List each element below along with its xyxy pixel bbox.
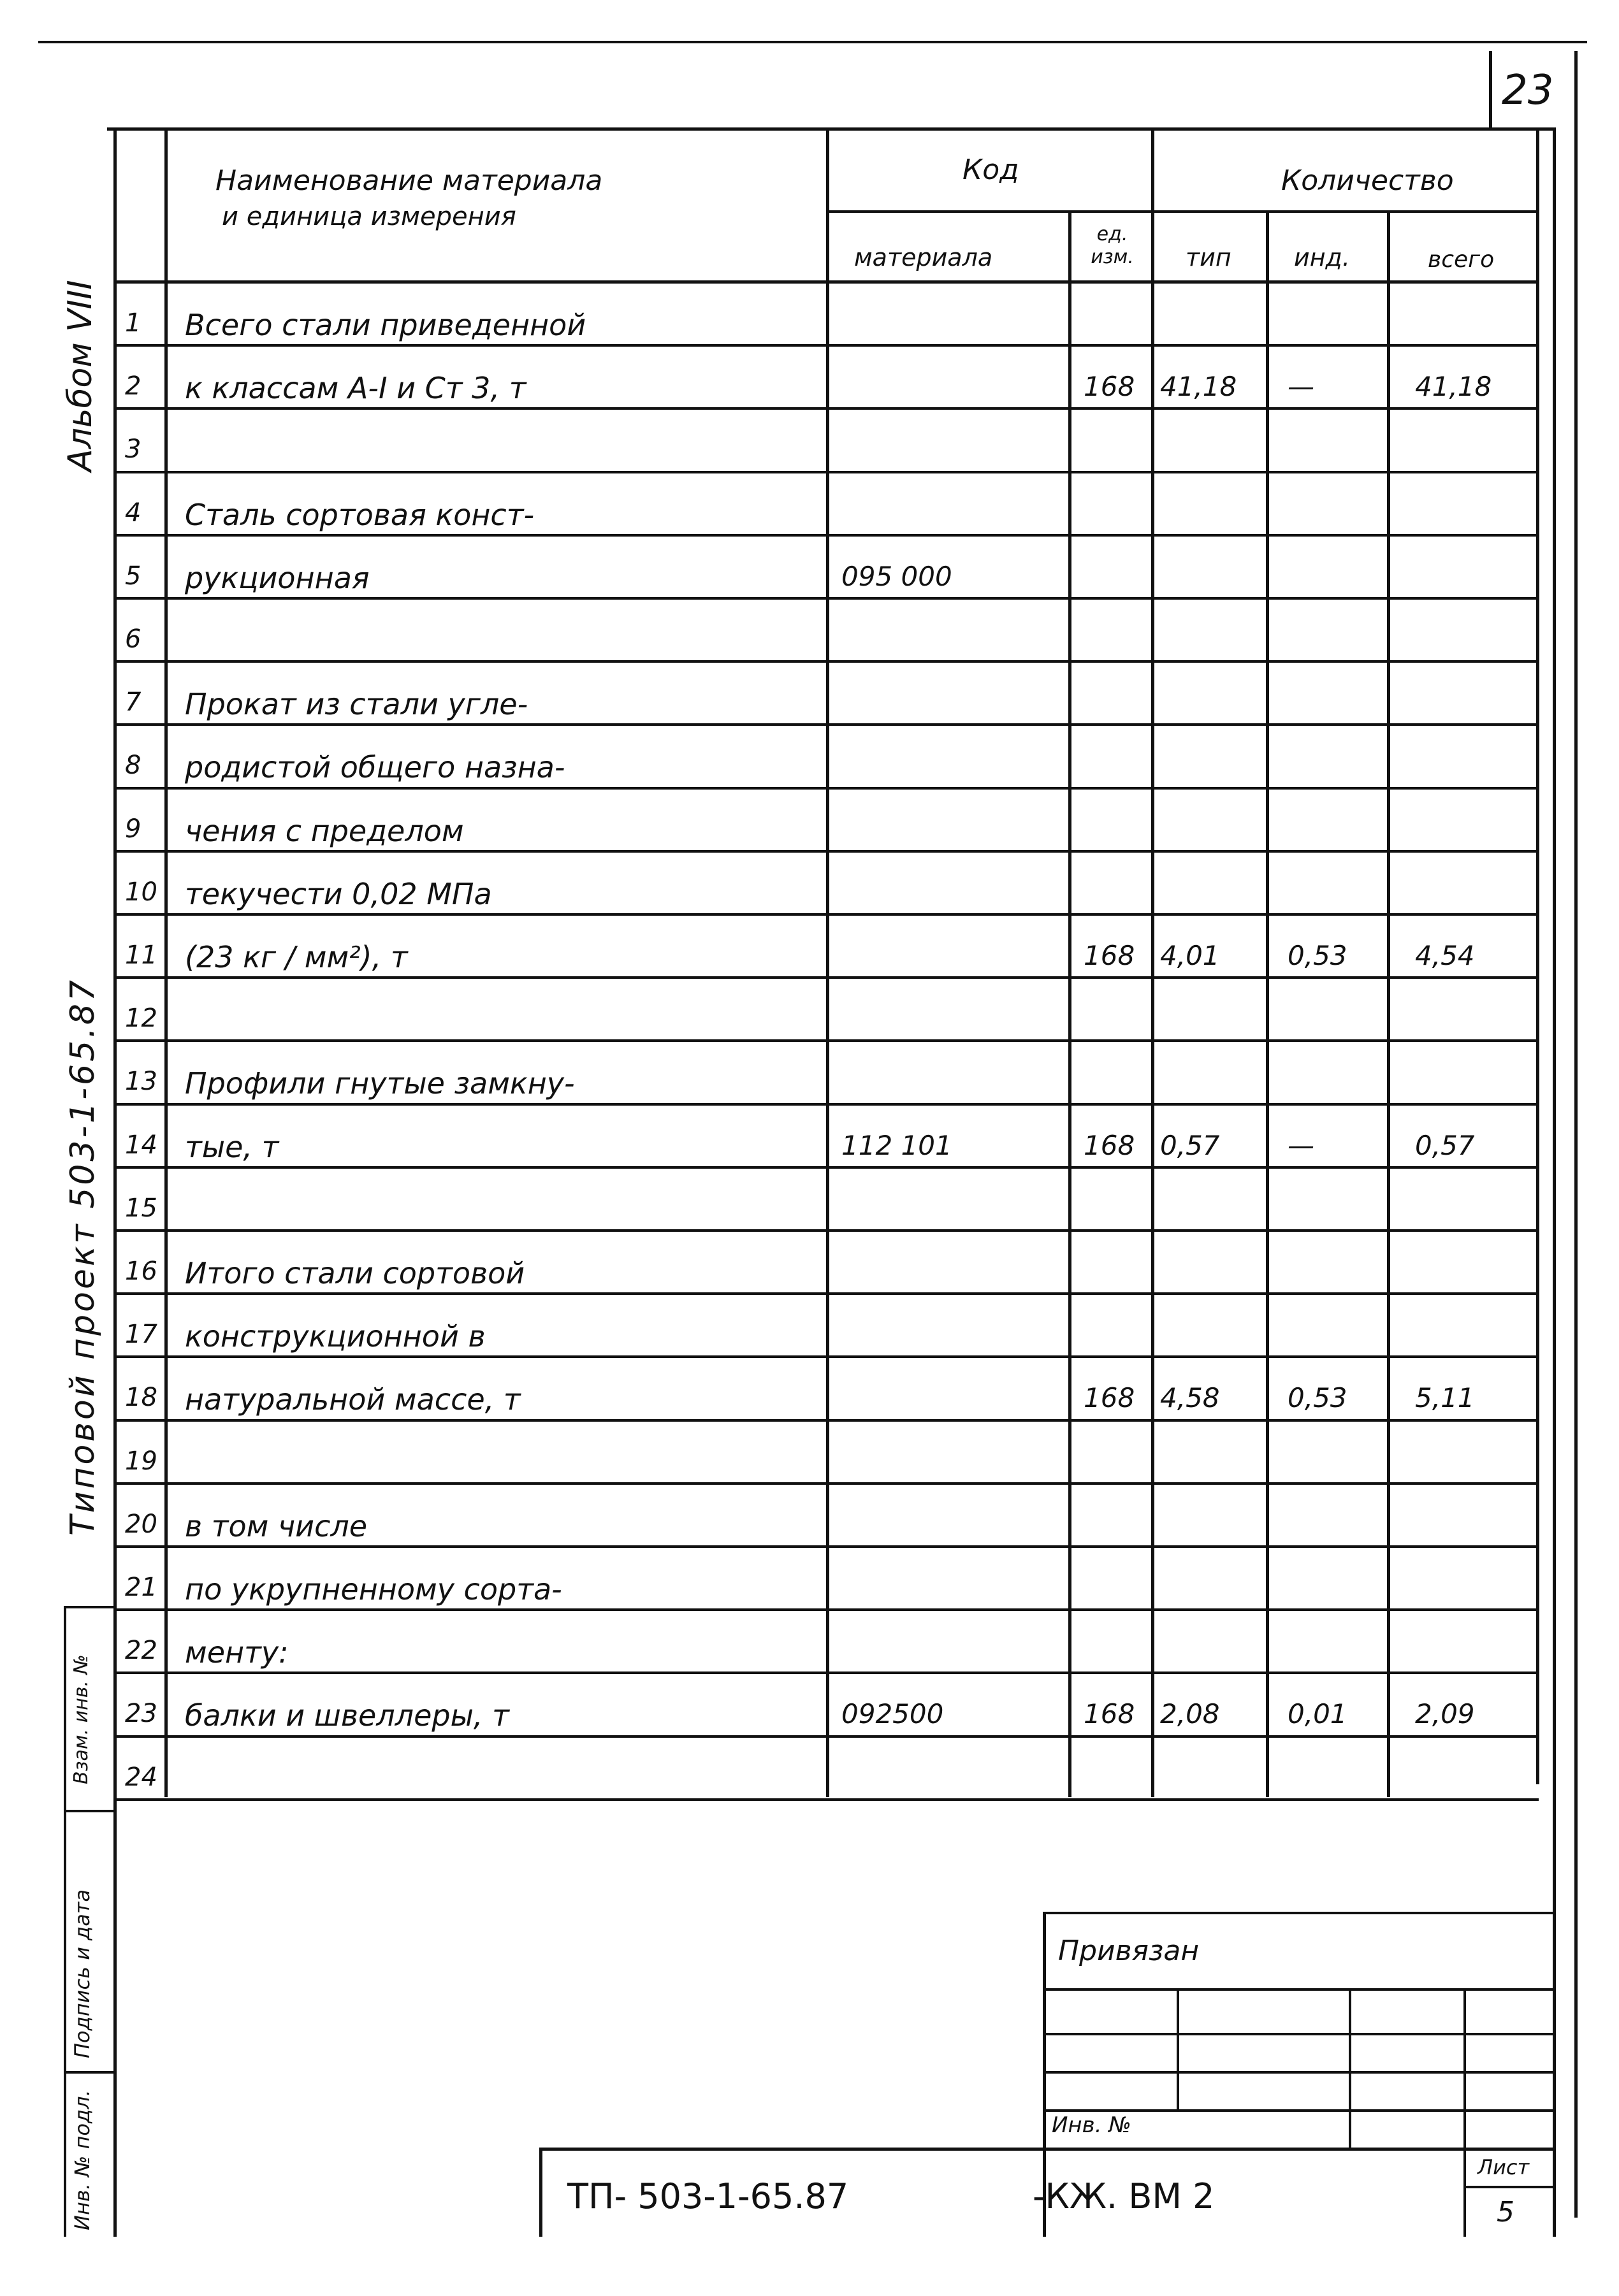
row-name: по укрупненному сорта- — [185, 1572, 562, 1606]
row-divider — [113, 1735, 1539, 1738]
stamp-top — [1043, 1912, 1553, 1914]
stamp-privyazan: Привязан — [1058, 1935, 1200, 1967]
stamp-line-4 — [1043, 2109, 1553, 2112]
header-tip: тип — [1186, 243, 1231, 271]
side-box-left — [64, 1606, 66, 2237]
row-number: 16 — [125, 1257, 157, 1286]
row-number: 10 — [125, 877, 157, 907]
stamp-inv-no: Инв. № — [1052, 2112, 1131, 2138]
row-divider — [113, 597, 1539, 600]
row-divider — [113, 660, 1539, 663]
stamp-doc-code: ТП- 503-1-65.87 — [567, 2176, 849, 2216]
row-name: натуральной массе, т — [185, 1382, 521, 1417]
row-number: 6 — [125, 625, 142, 654]
header-kolichestvo: Количество — [1281, 164, 1454, 197]
row-number: 24 — [125, 1763, 157, 1792]
row-divider — [113, 534, 1539, 537]
row-number: 19 — [125, 1447, 157, 1476]
row-number: 11 — [125, 941, 157, 970]
row-qty-total: 0,57 — [1415, 1130, 1475, 1161]
row-number: 5 — [125, 561, 142, 591]
sheet-number-box-left — [1489, 51, 1492, 127]
row-unit-code: 168 — [1084, 1130, 1135, 1161]
stamp-vline-2 — [1349, 1988, 1351, 2148]
row-divider — [113, 1103, 1539, 1106]
row-name: чения с пределом — [185, 814, 464, 848]
row-number: 3 — [125, 435, 142, 464]
row-name: Всего стали приведенной — [185, 308, 586, 342]
row-divider — [113, 1608, 1539, 1611]
stamp-list-label: Лист — [1477, 2155, 1530, 2179]
row-qty-total: 2,09 — [1415, 1698, 1475, 1729]
row-name: родистой общего назна- — [185, 750, 565, 784]
tip-column-line — [1266, 210, 1269, 1797]
side-vzam: Взам. инв. № — [70, 1654, 92, 1784]
row-number: 7 — [125, 688, 142, 717]
header-ed-izm: ед. изм. — [1091, 223, 1134, 268]
row-name: к классам А-I и Ст 3, т — [185, 371, 526, 405]
row-unit-code: 168 — [1084, 371, 1135, 402]
header-ind: инд. — [1294, 243, 1350, 271]
side-album: Альбом VIII — [61, 280, 99, 472]
row-number: 9 — [125, 814, 142, 844]
row-divider — [113, 787, 1539, 790]
header-kod: Код — [962, 154, 1019, 186]
row-number: 18 — [125, 1383, 157, 1412]
header-name-line1: Наименование материала — [215, 164, 603, 197]
row-name: Прокат из стали угле- — [185, 687, 528, 721]
row-qty-tip: 2,08 — [1160, 1698, 1220, 1729]
row-qty-tip: 0,57 — [1160, 1130, 1220, 1161]
row-number: 15 — [125, 1194, 157, 1223]
row-material-code: 092500 — [841, 1698, 944, 1729]
row-divider — [113, 1482, 1539, 1485]
header-name-line2: и единица измерения — [222, 202, 516, 231]
row-divider — [113, 1292, 1539, 1295]
row-qty-ind: — — [1288, 371, 1314, 402]
row-number: 1 — [125, 308, 142, 338]
row-name: Итого стали сортовой — [185, 1256, 525, 1290]
outer-right-border — [1553, 127, 1556, 2237]
stamp-line-1 — [1043, 1988, 1553, 1991]
row-unit-code: 168 — [1084, 940, 1135, 971]
stamp-mark: -КЖ. ВМ 2 — [1033, 2176, 1215, 2216]
side-box-line-3 — [64, 2071, 115, 2074]
row-name: в том числе — [185, 1509, 368, 1543]
row-qty-total: 41,18 — [1415, 371, 1492, 402]
right-border — [1574, 51, 1578, 2218]
side-box-line-2 — [64, 1810, 115, 1812]
row-divider — [113, 976, 1539, 979]
row-qty-ind: 0,53 — [1288, 940, 1347, 971]
row-qty-tip: 4,01 — [1160, 940, 1220, 971]
header-material: материала — [854, 243, 993, 271]
ind-column-line — [1387, 210, 1390, 1797]
header-bottom-line — [113, 280, 1539, 284]
row-divider — [113, 1355, 1539, 1358]
row-divider — [113, 407, 1539, 410]
row-number: 4 — [125, 498, 142, 528]
row-divider — [113, 913, 1539, 916]
stamp-line-3 — [1043, 2071, 1553, 2074]
row-qty-total: 4,54 — [1415, 940, 1475, 971]
row-unit-code: 168 — [1084, 1382, 1135, 1413]
row-divider — [113, 1039, 1539, 1042]
stamp-main-left — [539, 2148, 542, 2237]
sheet-number: 23 — [1502, 67, 1554, 114]
row-material-code: 112 101 — [841, 1130, 952, 1161]
stamp-line-2 — [1043, 2033, 1553, 2035]
top-edge-line — [38, 41, 1587, 43]
row-divider — [113, 1166, 1539, 1169]
stamp-main-top — [539, 2148, 1553, 2151]
row-number: 13 — [125, 1067, 157, 1096]
row-qty-tip: 41,18 — [1160, 371, 1237, 402]
row-unit-code: 168 — [1084, 1698, 1135, 1729]
row-number: 20 — [125, 1510, 157, 1539]
row-divider — [113, 850, 1539, 853]
side-project: Типовой проект 503-1-65.87 — [64, 978, 102, 1536]
left-border — [113, 127, 117, 2237]
row-name: балки и швеллеры, т — [185, 1698, 509, 1733]
left-border-join — [113, 1797, 117, 1803]
row-divider — [113, 1671, 1539, 1674]
row-number: 2 — [125, 372, 142, 401]
header-mid-line — [826, 210, 1539, 213]
row-name: текучести 0,02 МПа — [185, 877, 492, 911]
side-podpis: Подпись и дата — [70, 1889, 94, 2058]
unit-column-line — [1068, 210, 1071, 1797]
row-divider — [113, 471, 1539, 473]
row-number: 12 — [125, 1004, 157, 1033]
row-number: 17 — [125, 1320, 157, 1349]
row-divider — [113, 723, 1539, 726]
table-right-border — [1536, 127, 1539, 1784]
row-divider — [113, 1545, 1539, 1548]
row-divider — [113, 1229, 1539, 1232]
row-number: 23 — [125, 1699, 157, 1728]
row-material-code: 095 000 — [841, 561, 952, 592]
row-name: конструкционной в — [185, 1319, 486, 1354]
row-number: 8 — [125, 751, 142, 780]
stamp-list-line — [1463, 2186, 1553, 2188]
side-box-line-1 — [64, 1606, 115, 1608]
table-top-border — [107, 127, 1553, 131]
row-qty-ind: 0,01 — [1288, 1698, 1347, 1729]
row-number: 21 — [125, 1573, 157, 1602]
row-name: Сталь сортовая конст- — [185, 498, 535, 532]
row-number: 22 — [125, 1636, 157, 1665]
row-qty-tip: 4,58 — [1160, 1382, 1220, 1413]
row-qty-total: 5,11 — [1415, 1382, 1475, 1413]
row-divider — [113, 1798, 1539, 1801]
row-name: (23 кг / мм²), т — [185, 940, 408, 974]
row-qty-ind: 0,53 — [1288, 1382, 1347, 1413]
row-name: менту: — [185, 1635, 289, 1670]
stamp-vline-3 — [1463, 1988, 1466, 2237]
stamp-vline-1 — [1177, 1988, 1179, 2109]
row-name: Профили гнутые замкну- — [185, 1066, 575, 1101]
row-name: тые, т — [185, 1130, 279, 1164]
row-number: 14 — [125, 1130, 157, 1160]
row-name: рукционная — [185, 561, 370, 595]
header-vsego: всего — [1428, 247, 1495, 273]
side-inv-podl: Инв. № подл. — [70, 2090, 94, 2230]
row-divider — [113, 1419, 1539, 1422]
stamp-list-number: 5 — [1497, 2196, 1514, 2228]
row-divider — [113, 344, 1539, 347]
row-qty-ind: — — [1288, 1130, 1314, 1161]
